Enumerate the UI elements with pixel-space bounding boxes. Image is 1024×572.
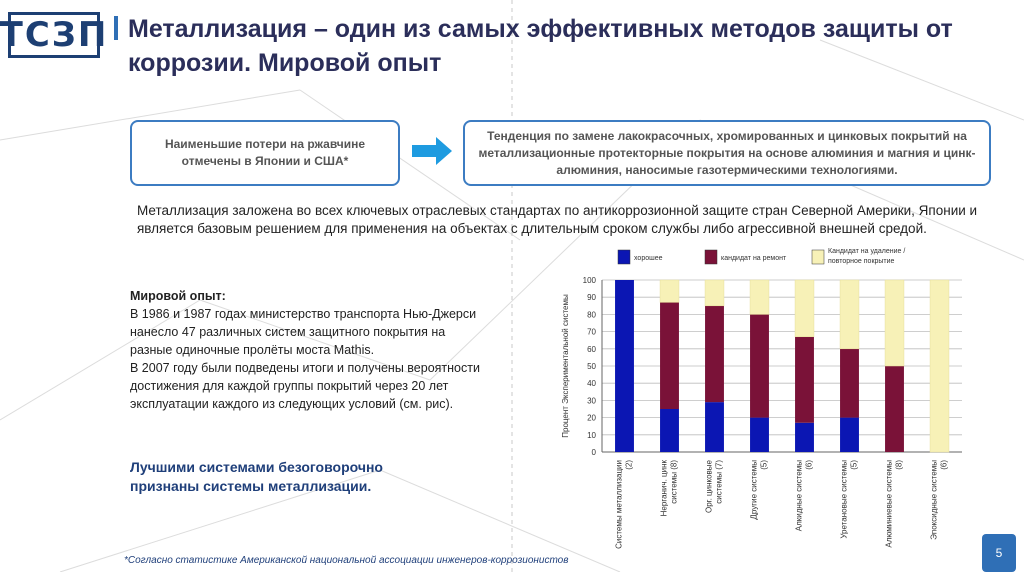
bar-2-segment-1	[660, 409, 679, 452]
trend-callout-text: Тенденция по замене лакокрасочных, хромированных и цинковых покрытий на металлизационные протекторные покрытия на основе алюминия и магния и цинк-алюминия, наносимые газотермическими технологиями.	[478, 128, 976, 177]
legend-label-3-line-1: Кандидат на удаление /	[828, 248, 906, 255]
bar-1-segment-1	[615, 280, 634, 452]
bar-5-segment-3	[795, 280, 814, 337]
legend-swatch-2	[705, 250, 717, 264]
bar-4-segment-3	[750, 280, 769, 314]
title-accent-bar	[114, 16, 118, 40]
x-tick-label-4: Другие системы(5)	[749, 460, 769, 520]
bar-3-segment-3	[705, 280, 724, 306]
best-systems-conclusion: Лучшими системами безоговорочно признаны системы металлизации.	[130, 459, 383, 494]
bar-6-segment-2	[840, 349, 859, 418]
losses-callout-text: Наименьшие потери на ржавчине отмечены в Японии и США*	[164, 137, 366, 168]
bar-2-segment-3	[660, 280, 679, 302]
slide-title: Металлизация – один из самых эффективных методов защиты от коррозии. Мировой опыт	[128, 15, 953, 77]
bar-4-segment-2	[750, 314, 769, 417]
y-tick-label-50: 50	[587, 362, 596, 371]
x-tick-label-3: Орг. цинковыесистемы (7)	[704, 460, 724, 514]
x-tick-label-6: Уретановые системы(5)	[839, 460, 859, 539]
y-tick-label-70: 70	[587, 327, 596, 337]
world-experience-block	[130, 287, 490, 413]
bar-8-segment-3	[930, 280, 949, 452]
legend-label-2: кандидат на ремонт	[721, 255, 787, 262]
bar-4-segment-1	[750, 418, 769, 452]
bar-5-segment-1	[795, 423, 814, 452]
y-tick-label-100: 100	[582, 276, 596, 285]
y-tick-label-0: 0	[591, 448, 596, 457]
y-tick-label-40: 40	[587, 379, 596, 389]
bar-7-segment-2	[885, 366, 904, 452]
legend-label-3-line-2: повторное покрытие	[828, 258, 895, 265]
page-number: 5	[982, 534, 1016, 572]
metallization-description: Металлизация заложена во всех ключевых отраслевых стандартах по антикоррозионной защите стран Северной Америки, Японии и является базовым решением для применения на объектах с длительным сроком службы либо агрессивной внешней средой.	[137, 203, 978, 236]
bar-6-segment-1	[840, 418, 859, 452]
y-tick-label-20: 20	[587, 413, 596, 423]
bar-3-segment-2	[705, 306, 724, 402]
losses-callout	[130, 120, 400, 186]
y-axis-label: Процент Экспериментальной системы	[561, 294, 570, 438]
world-experience-heading: Мировой опыт:	[130, 289, 226, 303]
company-logo	[0, 12, 109, 58]
legend-swatch-1	[618, 250, 630, 264]
y-tick-label-80: 80	[587, 310, 596, 320]
x-tick-label-8: Эпоксидные системы(6)	[929, 460, 949, 540]
y-tick-label-30: 30	[587, 396, 596, 406]
x-tick-label-1: Системы металлизации(2)	[614, 460, 634, 549]
x-tick-label-7: Алюминиевые системы(8)	[884, 460, 904, 548]
bar-2-segment-2	[660, 302, 679, 409]
footnote: *Согласно статистике Американской национальной ассоциации инженеров-коррозионистов	[124, 555, 569, 566]
bar-5-segment-2	[795, 337, 814, 423]
x-tick-label-2: Нерганич. цинксистемы (8)	[659, 460, 679, 517]
trend-callout	[463, 120, 991, 186]
right-arrow-icon	[412, 137, 452, 165]
world-experience-paragraph-1: В 1986 и 1987 годах министерство транспорта Нью-Джерси нанесло 47 различных систем защитного покрытия на разные одиночные пролёты моста Mathis.	[130, 307, 477, 357]
bar-7-segment-3	[885, 280, 904, 366]
y-tick-label-10: 10	[587, 430, 596, 440]
x-tick-label-5: Алкидные системы(6)	[794, 460, 814, 532]
legend-swatch-3	[812, 250, 824, 264]
logo-text: ТСЗП	[0, 15, 109, 55]
bar-3-segment-1	[705, 402, 724, 452]
coating-systems-chart	[550, 240, 970, 555]
world-experience-paragraph-2: В 2007 году были подведены итоги и получены вероятности достижения для каждой группы покрытий через 20 лет эксплуатации каждого из следующих условий (см. рис).	[130, 361, 480, 411]
bar-6-segment-3	[840, 280, 859, 349]
y-tick-label-60: 60	[587, 344, 596, 354]
y-tick-label-90: 90	[587, 293, 596, 303]
legend-label-1: хорошее	[634, 255, 663, 262]
